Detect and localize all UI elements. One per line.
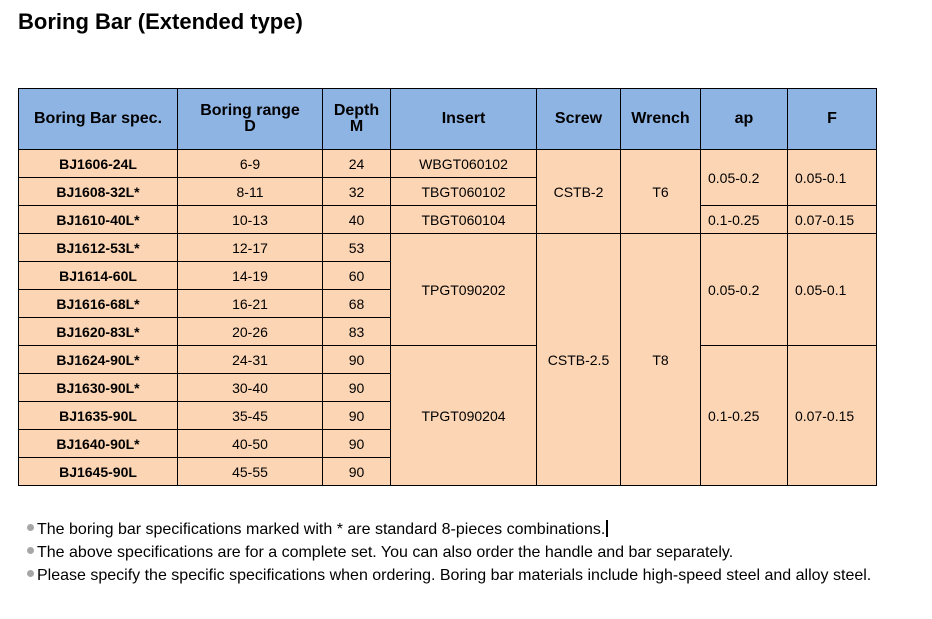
- header-ap: ap: [701, 89, 788, 150]
- depth-cell: 90: [323, 458, 391, 486]
- header-depth: [323, 89, 391, 150]
- f-cell: 0.05-0.1: [788, 234, 877, 346]
- depth-cell: 83: [323, 318, 391, 346]
- bullet-icon: [27, 570, 34, 577]
- note-text: The boring bar specifications marked with * are standard 8-pieces combinations.: [37, 521, 606, 538]
- screw-cell: CSTB-2: [537, 150, 621, 234]
- page-title: Boring Bar (Extended type): [18, 9, 303, 34]
- header-screw: Screw: [537, 89, 621, 150]
- ap-cell: 0.1-0.25: [701, 346, 788, 486]
- depth-cell: 68: [323, 290, 391, 318]
- spec-cell: BJ1620-83L*: [19, 318, 178, 346]
- header-f: F: [788, 89, 877, 150]
- note-text: Please specify the specific specifications when ordering. Boring bar materials include high-speed steel and alloy steel.: [37, 567, 872, 584]
- header-boring-range-line2: D: [244, 118, 256, 135]
- table-row: [19, 234, 877, 262]
- ap-cell: 0.05-0.2: [701, 150, 788, 206]
- header-spec: Boring Bar spec.: [19, 89, 178, 150]
- depth-cell: 90: [323, 430, 391, 458]
- table-row: [19, 150, 877, 178]
- depth-cell: 90: [323, 402, 391, 430]
- notes-list: [27, 519, 871, 588]
- note-item: [27, 519, 871, 542]
- ap-cell: 0.1-0.25: [701, 206, 788, 234]
- header-insert: Insert: [391, 89, 537, 150]
- note-item: [27, 565, 871, 588]
- f-cell: 0.05-0.1: [788, 150, 877, 206]
- range-cell: 20-26: [178, 318, 323, 346]
- depth-cell: 32: [323, 178, 391, 206]
- depth-cell: 40: [323, 206, 391, 234]
- insert-cell: TBGT060104: [391, 206, 537, 234]
- f-cell: 0.07-0.15: [788, 346, 877, 486]
- table-row: [19, 206, 877, 234]
- f-cell: 0.07-0.15: [788, 206, 877, 234]
- table-header-row: [19, 89, 877, 150]
- table-row: [19, 346, 877, 374]
- spec-cell: BJ1624-90L*: [19, 346, 178, 374]
- spec-cell: BJ1640-90L*: [19, 430, 178, 458]
- spec-cell: BJ1608-32L*: [19, 178, 178, 206]
- text-cursor: [606, 520, 608, 537]
- depth-cell: 53: [323, 234, 391, 262]
- spec-cell: BJ1635-90L: [19, 402, 178, 430]
- spec-cell: BJ1614-60L: [19, 262, 178, 290]
- spec-cell: BJ1616-68L*: [19, 290, 178, 318]
- spec-cell: BJ1612-53L*: [19, 234, 178, 262]
- screw-cell: CSTB-2.5: [537, 234, 621, 486]
- spec-cell: BJ1610-40L*: [19, 206, 178, 234]
- spec-cell: BJ1645-90L: [19, 458, 178, 486]
- insert-cell: TBGT060102: [391, 178, 537, 206]
- range-cell: 45-55: [178, 458, 323, 486]
- spec-cell: BJ1630-90L*: [19, 374, 178, 402]
- header-wrench: Wrench: [621, 89, 701, 150]
- bullet-icon: [27, 524, 34, 531]
- depth-cell: 24: [323, 150, 391, 178]
- insert-cell: TPGT090202: [391, 234, 537, 346]
- depth-cell: 90: [323, 374, 391, 402]
- range-cell: 12-17: [178, 234, 323, 262]
- range-cell: 24-31: [178, 346, 323, 374]
- spec-cell: BJ1606-24L: [19, 150, 178, 178]
- depth-cell: 90: [323, 346, 391, 374]
- range-cell: 8-11: [178, 178, 323, 206]
- range-cell: 10-13: [178, 206, 323, 234]
- range-cell: 35-45: [178, 402, 323, 430]
- wrench-cell: T8: [621, 234, 701, 486]
- bullet-icon: [27, 547, 34, 554]
- ap-cell: 0.05-0.2: [701, 234, 788, 346]
- range-cell: 16-21: [178, 290, 323, 318]
- range-cell: 30-40: [178, 374, 323, 402]
- note-item: [27, 542, 871, 565]
- insert-cell: TPGT090204: [391, 346, 537, 486]
- range-cell: 14-19: [178, 262, 323, 290]
- depth-cell: 60: [323, 262, 391, 290]
- range-cell: 6-9: [178, 150, 323, 178]
- insert-cell: WBGT060102: [391, 150, 537, 178]
- note-text: The above specifications are for a complete set. You can also order the handle and bar separately.: [37, 544, 734, 561]
- header-boring-range: [178, 89, 323, 150]
- header-depth-line1: Depth: [333, 102, 380, 119]
- header-boring-range-line1: Boring range: [200, 102, 300, 119]
- range-cell: 40-50: [178, 430, 323, 458]
- wrench-cell: T6: [621, 150, 701, 234]
- boring-bar-spec-table: [18, 88, 877, 486]
- header-depth-line2: M: [349, 118, 364, 135]
